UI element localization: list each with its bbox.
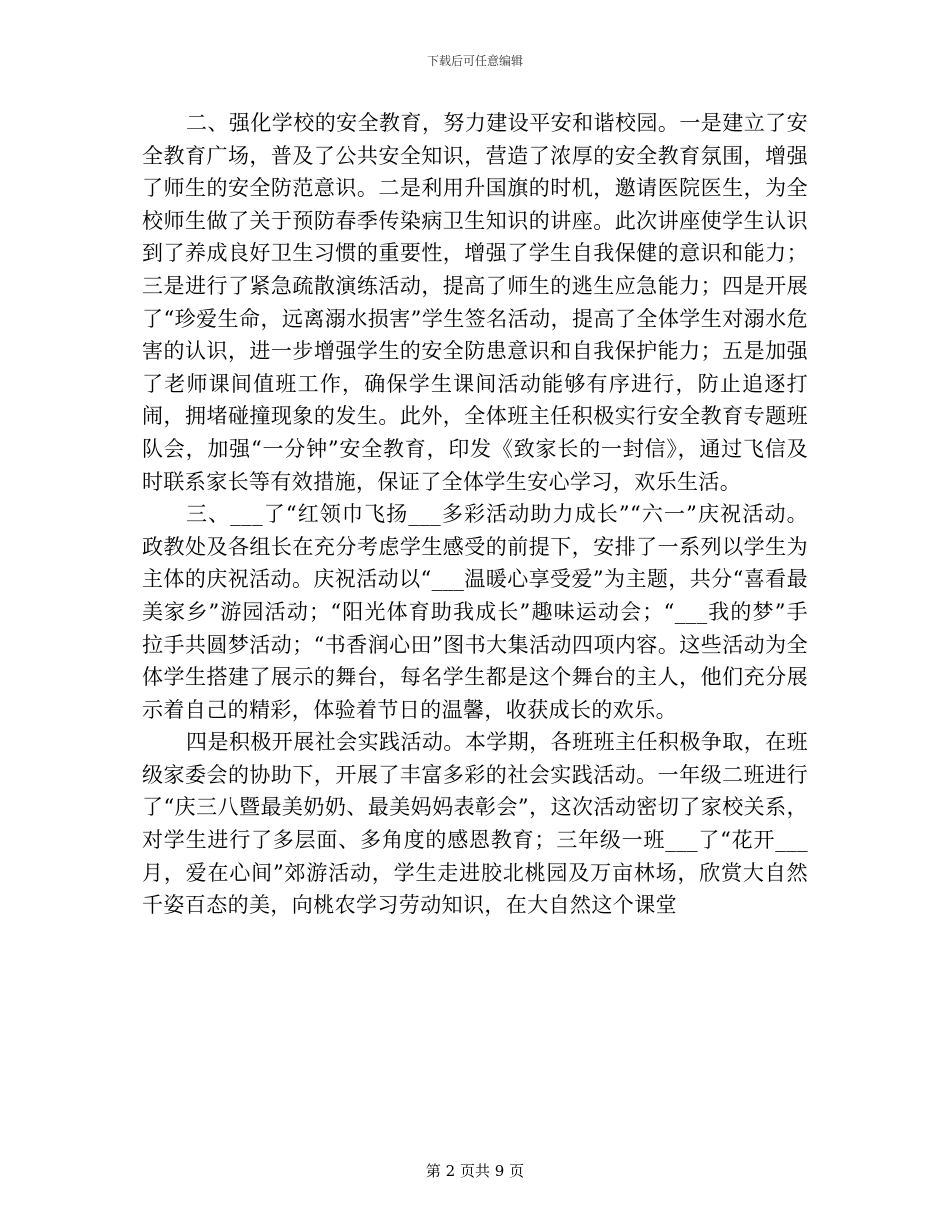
paragraph-safety-education: 二、强化学校的安全教育，努力建设平安和谐校园。一是建立了安全教育广场，普及了公共安全知识，营造了浓厚的安全教育氛围，增强了师生的安全防范意识。二是利用升国旗的时机，邀请医院医生，为全校师生做了关于预防春季传染病卫生知识的讲座。此次讲座使学生认识到了养成良好卫生习惯的重要性，增强了学生自我保健的意识和能力；三是进行了紧急疏散演练活动，提高了师生的逃生应急能力；四是开展了“珍爱生命，远离溺水损害”学生签名活动，提高了全体学生对溺水危害的认识，进一步增强学生的安全防患意识和自我保护能力；五是加强了老师课间值班工作，确保学生课间活动能够有序进行，防止追逐打闹，拥堵碰撞现象的发生。此外，全体班主任积极实行安全教育专题班队会，加强“一分钟”安全教育，印发《致家长的一封信》，通过飞信及时联系家长等有效措施，保证了全体学生安心学习，欢乐生活。 (142, 111, 808, 494)
page-header: 下载后可任意编辑 (426, 54, 523, 68)
page-number-footer: 第 2 页共 9 页 (425, 1162, 525, 1180)
document-body (142, 107, 808, 922)
paragraph-social-practice: 四是积极开展社会实践活动。本学期，各班班主任积极争取，在班级家委会的协助下，开展了丰富多彩的社会实践活动。一年级二班进行了“庆三八暨最美奶奶、最美妈妈表彰会”，这次活动密切了家校关系，对学生进行了多层面、多角度的感恩教育；三年级一班___了“花开___月，爱在心间”郊游活动，学生走进胶北桃园及万亩林场，欣赏大自然千姿百态的美，向桃农学习劳动知识，在大自然这个课堂 (142, 730, 808, 918)
paragraph-children-day-activities: 三、___了“红领巾飞扬___多彩活动助力成长”“六一”庆祝活动。政教处及各组长在充分考虑学生感受的前提下，安排了一系列以学生为主体的庆祝活动。庆祝活动以“___温暖心享受爱”为主题，共分“喜看最美家乡”游园活动；“阳光体育助我成长”趣味运动会；“___我的梦”手拉手共圆梦活动；“书香润心田”图书大集活动四项内容。这些活动为全体学生搭建了展示的舞台，每名学生都是这个舞台的主人，他们充分展示着自己的精彩，体验着节日的温馨，收获成长的欢乐。 (142, 502, 808, 722)
